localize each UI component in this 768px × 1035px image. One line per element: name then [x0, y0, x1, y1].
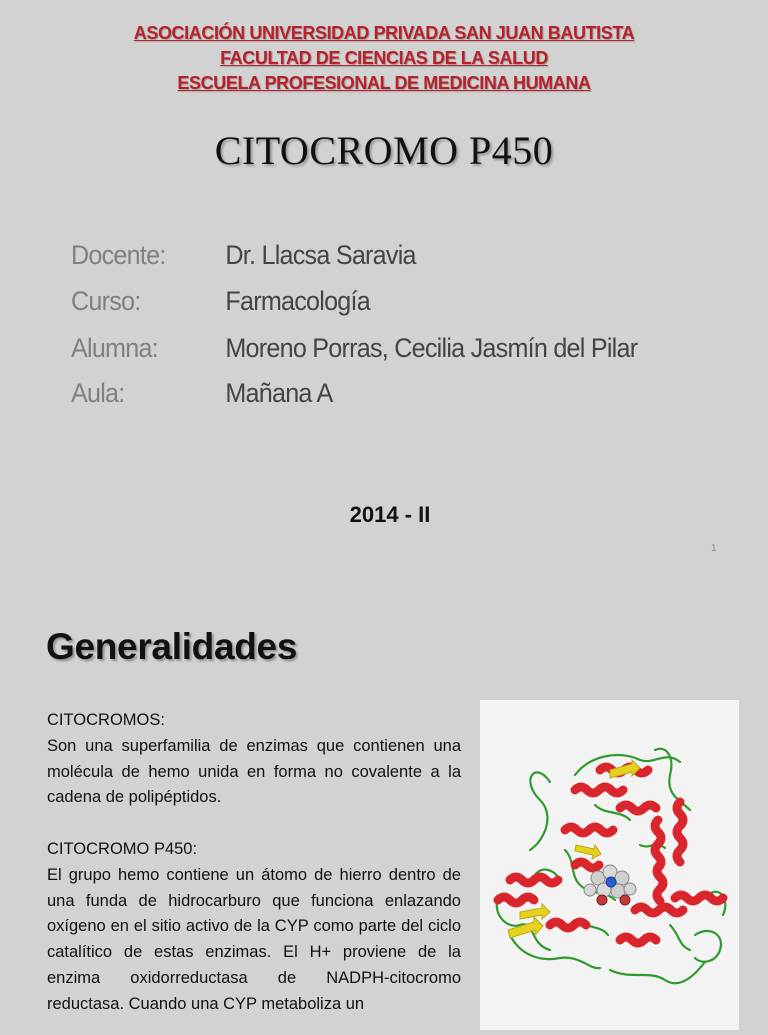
body-text [47, 708, 461, 1018]
info-value: Farmacología [225, 286, 370, 316]
info-label: Curso: [71, 286, 141, 316]
info-label: Docente: [71, 240, 166, 270]
academic-year: 2014 - II [349, 502, 431, 527]
paragraph-2-body: El grupo hemo contiene un átomo de hierro dentro de una funda de hidrocarburo que funciona enlazando oxígeno en el sitio activo de la CYP como parte del ciclo catalítico de estas enzimas. El H+ proviene de la enzima oxidorreductasa de NADPH-citocromo reductasa. Cuando una CYP metaboliza un [47, 865, 461, 1013]
page-number: 1 [711, 543, 717, 554]
paragraph-1-body: Son una superfamilia de enzimas que contienen una molécula de hemo unida en forma no covalente a la cadena de polipéptidos. [47, 736, 461, 807]
info-value: Moreno Porras, Cecilia Jasmín del Pilar [225, 333, 638, 363]
content-slide [0, 566, 768, 1024]
institution-line-3: ESCUELA PROFESIONAL DE MEDICINA HUMANA [177, 73, 591, 93]
paragraph-2-title: CITOCROMO P450: [47, 839, 198, 858]
institution-line-1: ASOCIACIÓN UNIVERSIDAD PRIVADA SAN JUAN BAUTISTA [133, 23, 635, 43]
info-value: Mañana A [225, 378, 333, 408]
info-label: Aula: [71, 378, 125, 408]
info-value: Dr. Llacsa Saravia [225, 240, 416, 270]
institution-line-2: FACULTAD DE CIENCIAS DE LA SALUD [220, 48, 548, 68]
section-heading: Generalidades [46, 626, 298, 667]
slide-title: CITOCROMO P450 [214, 128, 554, 173]
info-label: Alumna: [71, 333, 158, 363]
paragraph-1-title: CITOCROMOS: [47, 711, 165, 729]
protein-structure-image [480, 700, 739, 1030]
